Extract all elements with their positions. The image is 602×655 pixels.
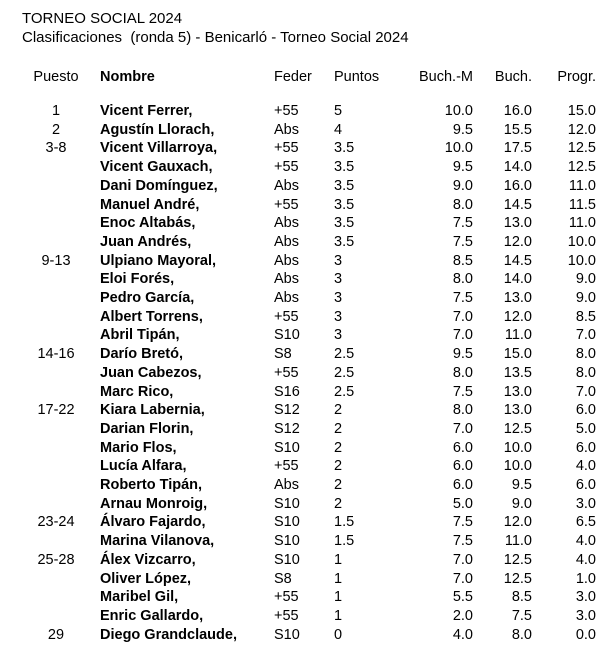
cell-progr: 6.0 (575, 477, 596, 494)
cell-puesto (22, 457, 90, 476)
cell-buch: 9.5 (511, 477, 532, 494)
cell-puntos: 3.5 (334, 159, 355, 176)
document-subtitle: Clasificaciones (ronda 5) - Benicarló - Torneo Social 2024 (22, 29, 409, 46)
cell-puntos: 2.5 (334, 346, 355, 363)
cell-buch-m: 10.0 (444, 103, 473, 119)
cell-buch-m: 2.0 (452, 607, 473, 624)
table-row (22, 121, 596, 140)
cell-puntos: 2 (334, 439, 343, 456)
table-row (22, 289, 596, 308)
cell-buch-m: 7.5 (452, 514, 473, 531)
cell-spacer (90, 495, 100, 514)
cell-spacer (90, 270, 100, 289)
cell-puntos: 3 (334, 252, 343, 269)
cell-progr: 11.5 (568, 196, 596, 213)
cell-spacer (90, 252, 100, 271)
cell-puntos: 5 (334, 103, 343, 119)
cell-puntos: 3 (334, 290, 343, 307)
cell-feder: +55 (274, 458, 299, 475)
cell-progr: 8.5 (575, 308, 596, 325)
table-row (22, 326, 596, 345)
cell-spacer (90, 139, 100, 158)
cell-nombre: Juan Andrés, (100, 233, 192, 250)
cell-buch-m: 6.0 (452, 477, 473, 494)
cell-puesto (22, 177, 90, 196)
table-row (22, 457, 596, 476)
cell-progr: 7.0 (575, 383, 596, 400)
cell-buch-m: 8.0 (452, 271, 473, 288)
cell-nombre: Oliver López, (100, 570, 192, 587)
cell-buch-m: 7.5 (452, 290, 473, 307)
cell-puntos: 1 (334, 607, 343, 624)
cell-puesto: 25-28 (37, 551, 75, 568)
cell-buch-m: 7.0 (452, 327, 473, 344)
cell-progr: 3.0 (575, 495, 596, 512)
cell-puesto (22, 233, 90, 252)
cell-nombre: Enoc Altabás, (100, 215, 196, 232)
cell-nombre: Albert Torrens, (100, 308, 203, 325)
cell-puesto (22, 196, 90, 215)
cell-buch: 17.5 (503, 140, 532, 157)
cell-buch-m: 5.5 (452, 589, 473, 606)
cell-nombre: Eloi Forés, (100, 271, 175, 288)
cell-puesto (22, 326, 90, 345)
table-row (22, 102, 596, 121)
cell-buch: 8.0 (511, 626, 532, 643)
cell-puntos: 3 (334, 327, 343, 344)
cell-nombre: Diego Grandclaude, (100, 626, 237, 643)
cell-buch: 13.0 (503, 215, 532, 232)
cell-progr: 10.0 (567, 252, 596, 269)
table-row (22, 476, 596, 495)
table-row (22, 196, 596, 215)
cell-spacer (90, 551, 100, 570)
cell-spacer (90, 439, 100, 458)
cell-buch: 11.0 (504, 533, 532, 550)
table-row (22, 270, 596, 289)
cell-nombre: Manuel André, (100, 196, 200, 213)
standings-body (22, 102, 596, 644)
cell-spacer (90, 345, 100, 364)
cell-spacer (90, 570, 100, 589)
cell-progr: 8.0 (575, 346, 596, 363)
cell-buch: 9.0 (511, 495, 532, 512)
cell-feder: S10 (274, 495, 300, 512)
header-buch-m: Buch.-M (419, 69, 473, 85)
cell-buch-m: 9.5 (452, 159, 473, 176)
table-row (22, 532, 596, 551)
cell-spacer (90, 233, 100, 252)
cell-nombre: Marina Vilanova, (100, 533, 215, 550)
cell-puesto (22, 308, 90, 327)
cell-buch-m: 5.0 (452, 495, 473, 512)
cell-progr: 12.5 (567, 159, 596, 176)
cell-puesto: 2 (51, 121, 61, 138)
cell-buch-m: 8.0 (452, 364, 473, 381)
cell-buch-m: 9.5 (452, 121, 473, 138)
cell-buch: 13.5 (503, 364, 532, 381)
cell-feder: S8 (274, 346, 292, 363)
cell-buch: 14.0 (503, 271, 532, 288)
cell-puesto (22, 607, 90, 626)
cell-buch-m: 7.0 (452, 308, 473, 325)
header-spacer (90, 66, 100, 102)
cell-buch-m: 9.5 (452, 346, 473, 363)
cell-buch: 14.5 (503, 252, 532, 269)
cell-nombre: Mario Flos, (100, 439, 177, 456)
cell-puesto (22, 289, 90, 308)
cell-spacer (90, 214, 100, 233)
cell-progr: 6.5 (575, 514, 596, 531)
cell-feder: +55 (274, 364, 299, 381)
cell-buch-m: 6.0 (452, 439, 473, 456)
cell-progr: 11.0 (568, 215, 596, 232)
cell-feder: +55 (274, 308, 299, 325)
cell-feder: Abs (274, 177, 299, 194)
cell-nombre: Darío Bretó, (100, 346, 183, 363)
cell-puntos: 2 (334, 420, 343, 437)
cell-spacer (90, 532, 100, 551)
cell-spacer (90, 476, 100, 495)
cell-puntos: 3.5 (334, 233, 355, 250)
cell-feder: +55 (274, 196, 299, 213)
cell-progr: 7.0 (575, 327, 596, 344)
cell-feder: S10 (274, 327, 300, 344)
cell-buch: 8.5 (511, 589, 532, 606)
cell-buch-m: 8.0 (452, 402, 473, 419)
cell-buch: 10.0 (503, 458, 532, 475)
cell-spacer (90, 588, 100, 607)
cell-spacer (90, 607, 100, 626)
cell-puntos: 1.5 (334, 514, 355, 531)
table-row (22, 513, 596, 532)
cell-spacer (90, 196, 100, 215)
cell-nombre: Ulpiano Mayoral, (100, 252, 217, 269)
cell-feder: Abs (274, 121, 299, 138)
cell-nombre: Roberto Tipán, (100, 477, 203, 494)
cell-puesto (22, 532, 90, 551)
cell-nombre: Vicent Villarroya, (100, 140, 218, 157)
cell-spacer (90, 457, 100, 476)
table-row (22, 401, 596, 420)
cell-feder: Abs (274, 233, 299, 250)
cell-buch-m: 9.0 (452, 177, 473, 194)
cell-progr: 15.0 (567, 103, 596, 119)
cell-puntos: 1 (334, 551, 343, 568)
table-row (22, 177, 596, 196)
table-row (22, 233, 596, 252)
cell-progr: 12.5 (567, 140, 596, 157)
cell-feder: Abs (274, 252, 299, 269)
cell-puntos: 1.5 (334, 533, 355, 550)
cell-puesto (22, 588, 90, 607)
cell-buch: 12.5 (503, 551, 532, 568)
cell-puntos: 3.5 (334, 196, 355, 213)
header-buch: Buch. (494, 69, 532, 85)
cell-nombre: Marc Rico, (100, 383, 174, 400)
cell-puntos: 2 (334, 477, 343, 494)
cell-nombre: Lucía Alfara, (100, 458, 187, 475)
cell-progr: 4.0 (575, 458, 596, 475)
cell-buch: 10.0 (503, 439, 532, 456)
cell-spacer (90, 308, 100, 327)
cell-buch: 16.0 (503, 103, 532, 119)
table-row (22, 364, 596, 383)
cell-buch-m: 6.0 (452, 458, 473, 475)
cell-puesto (22, 383, 90, 402)
cell-puesto: 29 (47, 626, 65, 643)
cell-puntos: 2.5 (334, 383, 355, 400)
cell-puesto: 9-13 (41, 252, 71, 269)
cell-spacer (90, 383, 100, 402)
cell-puntos: 1 (334, 570, 343, 587)
cell-feder: S10 (274, 533, 300, 550)
cell-puntos: 3 (334, 271, 343, 288)
cell-buch: 16.0 (503, 177, 532, 194)
table-row (22, 383, 596, 402)
cell-nombre: Kiara Labernia, (100, 402, 205, 419)
cell-nombre: Enric Gallardo, (100, 607, 204, 624)
table-row (22, 252, 596, 271)
cell-puesto: 17-22 (37, 402, 75, 419)
cell-puntos: 2 (334, 458, 343, 475)
cell-feder: S10 (274, 439, 300, 456)
cell-buch-m: 10.0 (444, 140, 473, 157)
cell-progr: 0.0 (575, 626, 596, 643)
cell-feder: +55 (274, 103, 299, 119)
cell-feder: Abs (274, 477, 299, 494)
cell-progr: 5.0 (575, 420, 596, 437)
cell-buch-m: 7.0 (452, 570, 473, 587)
cell-puesto (22, 476, 90, 495)
header-puntos: Puntos (334, 69, 380, 85)
cell-feder: S12 (274, 420, 300, 437)
cell-progr: 11.0 (568, 177, 596, 194)
cell-spacer (90, 158, 100, 177)
cell-spacer (90, 177, 100, 196)
table-row (22, 607, 596, 626)
cell-puntos: 2 (334, 495, 343, 512)
cell-buch: 15.5 (503, 121, 532, 138)
cell-buch-m: 7.0 (452, 551, 473, 568)
table-row (22, 495, 596, 514)
cell-feder: S10 (274, 514, 300, 531)
table-header-row (22, 66, 596, 102)
table-row (22, 626, 596, 645)
cell-spacer (90, 121, 100, 140)
cell-buch-m: 4.0 (452, 626, 473, 643)
table-row (22, 551, 596, 570)
cell-puntos: 3.5 (334, 177, 355, 194)
cell-nombre: Juan Cabezos, (100, 364, 202, 381)
cell-feder: S16 (274, 383, 300, 400)
cell-progr: 3.0 (575, 589, 596, 606)
cell-spacer (90, 102, 100, 121)
cell-spacer (90, 326, 100, 345)
cell-feder: +55 (274, 607, 299, 624)
cell-progr: 9.0 (575, 290, 596, 307)
table-row (22, 439, 596, 458)
cell-puesto: 1 (51, 103, 61, 119)
cell-puesto (22, 439, 90, 458)
cell-puntos: 2.5 (334, 364, 355, 381)
cell-feder: Abs (274, 290, 299, 307)
cell-buch-m: 7.5 (452, 383, 473, 400)
cell-buch: 14.5 (503, 196, 532, 213)
cell-buch: 15.0 (503, 346, 532, 363)
cell-buch-m: 7.5 (452, 215, 473, 232)
cell-progr: 4.0 (575, 533, 596, 550)
cell-buch: 12.5 (503, 570, 532, 587)
cell-buch: 11.0 (504, 327, 532, 344)
cell-buch: 7.5 (511, 607, 532, 624)
cell-nombre: Pedro García, (100, 290, 195, 307)
table-row (22, 588, 596, 607)
cell-buch: 13.0 (503, 383, 532, 400)
cell-puntos: 3.5 (334, 215, 355, 232)
cell-progr: 9.0 (575, 271, 596, 288)
cell-nombre: Dani Domínguez, (100, 177, 218, 194)
cell-spacer (90, 289, 100, 308)
cell-puntos: 4 (334, 121, 343, 138)
cell-spacer (90, 420, 100, 439)
cell-buch-m: 8.5 (452, 252, 473, 269)
cell-nombre: Darian Florin, (100, 420, 194, 437)
table-row (22, 308, 596, 327)
cell-feder: S12 (274, 402, 300, 419)
cell-feder: +55 (274, 589, 299, 606)
cell-puntos: 1 (334, 589, 343, 606)
cell-progr: 1.0 (575, 570, 596, 587)
cell-nombre: Álex Vizcarro, (100, 551, 196, 568)
cell-nombre: Maribel Gil, (100, 589, 179, 606)
cell-puntos: 2 (334, 402, 343, 419)
cell-feder: S10 (274, 626, 300, 643)
cell-buch-m: 7.5 (452, 233, 473, 250)
cell-nombre: Álvaro Fajardo, (100, 514, 206, 531)
cell-puesto (22, 364, 90, 383)
cell-puesto: 3-8 (45, 140, 67, 157)
cell-buch: 12.0 (503, 233, 532, 250)
table-row (22, 139, 596, 158)
cell-progr: 10.0 (567, 233, 596, 250)
cell-progr: 6.0 (575, 402, 596, 419)
header-progr: Progr. (557, 69, 596, 85)
cell-puesto (22, 270, 90, 289)
header-feder: Feder (274, 69, 312, 85)
cell-buch: 13.0 (503, 290, 532, 307)
cell-progr: 6.0 (575, 439, 596, 456)
cell-spacer (90, 513, 100, 532)
cell-buch-m: 7.5 (452, 533, 473, 550)
cell-progr: 3.0 (575, 607, 596, 624)
cell-puesto (22, 158, 90, 177)
cell-buch: 12.0 (503, 308, 532, 325)
cell-puesto (22, 214, 90, 233)
cell-puesto (22, 495, 90, 514)
cell-nombre: Arnau Monroig, (100, 495, 208, 512)
cell-puntos: 3 (334, 308, 343, 325)
header-nombre: Nombre (100, 69, 155, 85)
table-row (22, 158, 596, 177)
cell-spacer (90, 626, 100, 645)
cell-buch: 12.0 (503, 514, 532, 531)
cell-puesto (22, 570, 90, 589)
cell-feder: Abs (274, 271, 299, 288)
cell-feder: +55 (274, 159, 299, 176)
standings-table (22, 66, 596, 644)
document-title: TORNEO SOCIAL 2024 (22, 10, 183, 27)
table-row (22, 214, 596, 233)
table-row (22, 345, 596, 364)
header-puesto: Puesto (33, 69, 79, 85)
cell-nombre: Abril Tipán, (100, 327, 180, 344)
cell-progr: 12.0 (567, 121, 596, 138)
table-row (22, 570, 596, 589)
cell-puesto (22, 420, 90, 439)
cell-progr: 8.0 (575, 364, 596, 381)
cell-puntos: 0 (334, 626, 343, 643)
cell-buch: 14.0 (503, 159, 532, 176)
cell-spacer (90, 401, 100, 420)
table-row (22, 420, 596, 439)
cell-spacer (90, 364, 100, 383)
cell-feder: S10 (274, 551, 300, 568)
cell-buch: 13.0 (503, 402, 532, 419)
cell-nombre: Agustín Llorach, (100, 121, 215, 138)
cell-nombre: Vicent Gauxach, (100, 159, 213, 176)
cell-puesto: 14-16 (37, 346, 75, 363)
cell-buch: 12.5 (503, 420, 532, 437)
cell-puesto: 23-24 (37, 514, 75, 531)
cell-feder: +55 (274, 140, 299, 157)
cell-buch-m: 7.0 (452, 420, 473, 437)
cell-progr: 4.0 (575, 551, 596, 568)
cell-buch-m: 8.0 (452, 196, 473, 213)
cell-feder: S8 (274, 570, 292, 587)
cell-puntos: 3.5 (334, 140, 355, 157)
cell-feder: Abs (274, 215, 299, 232)
cell-nombre: Vicent Ferrer, (100, 103, 193, 119)
